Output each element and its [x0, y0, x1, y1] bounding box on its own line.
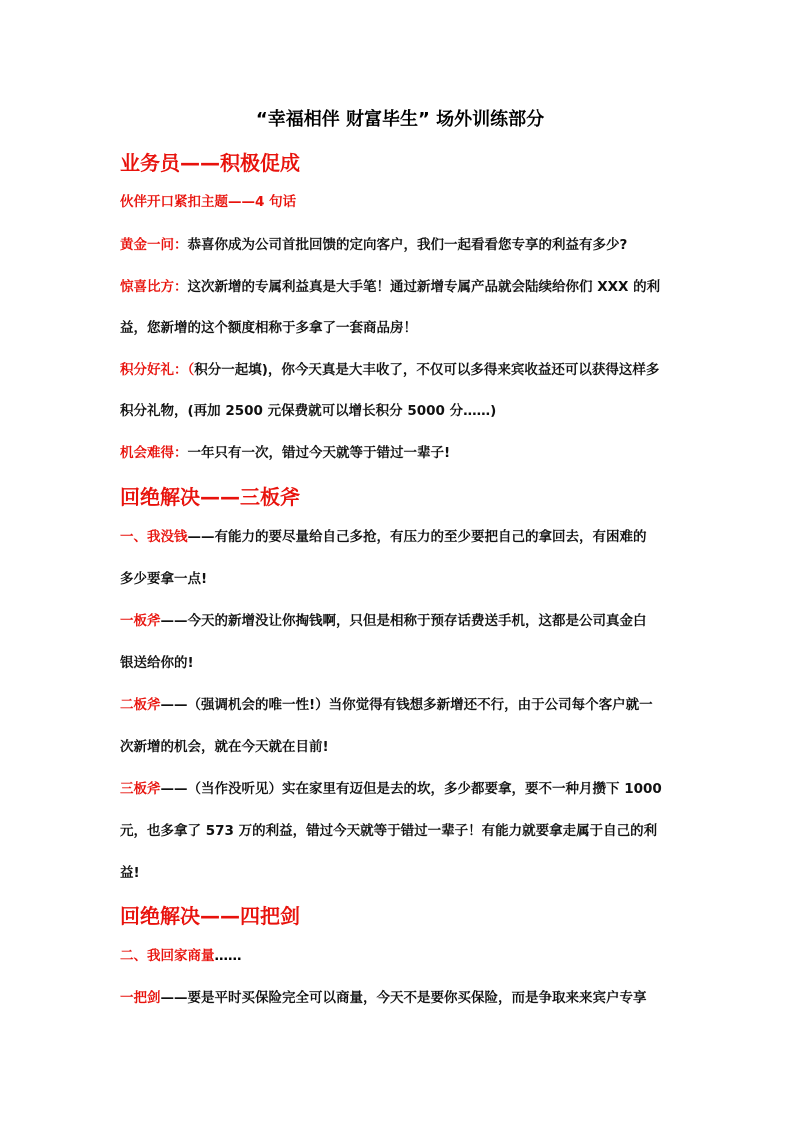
subheading-ellipsis: …… [214, 948, 242, 964]
paragraph-axe-two [120, 694, 700, 716]
paragraph-text: ——要是平时买保险完全可以商量，今天不是要你买保险，而是争取来来宾户专享 [160, 990, 647, 1006]
paragraph-label: 一、我没钱 [120, 529, 188, 545]
paragraph-continuation: 多少要拿一点! [120, 571, 208, 587]
paragraph-text: 恭喜你成为公司首批回馈的定向客户，我们一起看看您专享的利益有多少? [187, 237, 628, 253]
paragraph-label: 惊喜比方： [120, 279, 188, 295]
subheading-label: 二、我回家商量 [120, 948, 215, 964]
paragraph-points-gift [120, 359, 700, 381]
paragraph-label: 一板斧 [120, 613, 161, 629]
paragraph-text: 这次新增的专属利益真是大手笔！通过新增专属产品就会陆续给你们 XXX 的利 [187, 279, 661, 295]
paragraph-continuation: 益! [120, 865, 140, 881]
section-heading-closing: 业务员——积极促成 [120, 151, 300, 175]
paragraph-label: 黄金一问： [120, 237, 188, 253]
paragraph-rare-chance [120, 442, 700, 464]
subheading-four-sentences: 伙伴开口紧扣主题——4 句话 [120, 194, 297, 210]
paragraph-continuation: 积分礼物，(再加 2500 元保费就可以增长积分 5000 分……) [120, 403, 497, 419]
paragraph-continuation: 元，也多拿了 573 万的利益，错过今天就等于错过一辈子！有能力就要拿走属于自己的利 [120, 823, 658, 839]
section-heading-three-axes: 回绝解决——三板斧 [120, 485, 300, 509]
paragraph-axe-three [120, 778, 700, 800]
paragraph-text: ——（当作没听见）实在家里有迈但是去的坎，多少都要拿，要不一种月攒下 1000 [160, 781, 662, 797]
paragraph-sword-one [120, 987, 700, 1009]
paragraph-continuation: 次新增的机会，就在今天就在目前! [120, 739, 329, 755]
paragraph-text: ——今天的新增没让你掏钱啊，只但是相称于预存话费送手机，这都是公司真金白 [160, 613, 647, 629]
paragraph-label: 机会难得： [120, 445, 188, 461]
paragraph-no-money [120, 526, 700, 548]
subheading-discuss-at-home [120, 945, 242, 967]
paragraph-golden-question [120, 234, 700, 256]
paragraph-text: ——（强调机会的唯一性!）当你觉得有钱想多新增还不行，由于公司每个客户就一 [160, 697, 653, 713]
paragraph-continuation: 益，您新增的这个额度相称于多拿了一套商品房！ [120, 320, 417, 336]
paragraph-text: 一年只有一次，错过今天就等于错过一辈子! [187, 445, 451, 461]
paragraph-text: ——有能力的要尽量给自己多抢，有压力的至少要把自己的拿回去，有困难的 [187, 529, 647, 545]
paragraph-label: 一把剑 [120, 990, 161, 1006]
paragraph-axe-one [120, 610, 700, 632]
section-heading-four-swords: 回绝解决——四把剑 [120, 904, 300, 928]
document-title: “幸福相伴 财富毕生” 场外训练部分 [255, 109, 545, 130]
paragraph-surprise-analogy [120, 276, 700, 298]
paragraph-label: 三板斧 [120, 781, 161, 797]
paragraph-text: 积分一起填)，你今天真是大丰收了，不仅可以多得来宾收益还可以获得这样多 [194, 362, 660, 378]
paragraph-continuation: 银送给你的! [120, 655, 194, 671]
paragraph-label: 积分好礼：（ [120, 362, 195, 378]
paragraph-label: 二板斧 [120, 697, 161, 713]
